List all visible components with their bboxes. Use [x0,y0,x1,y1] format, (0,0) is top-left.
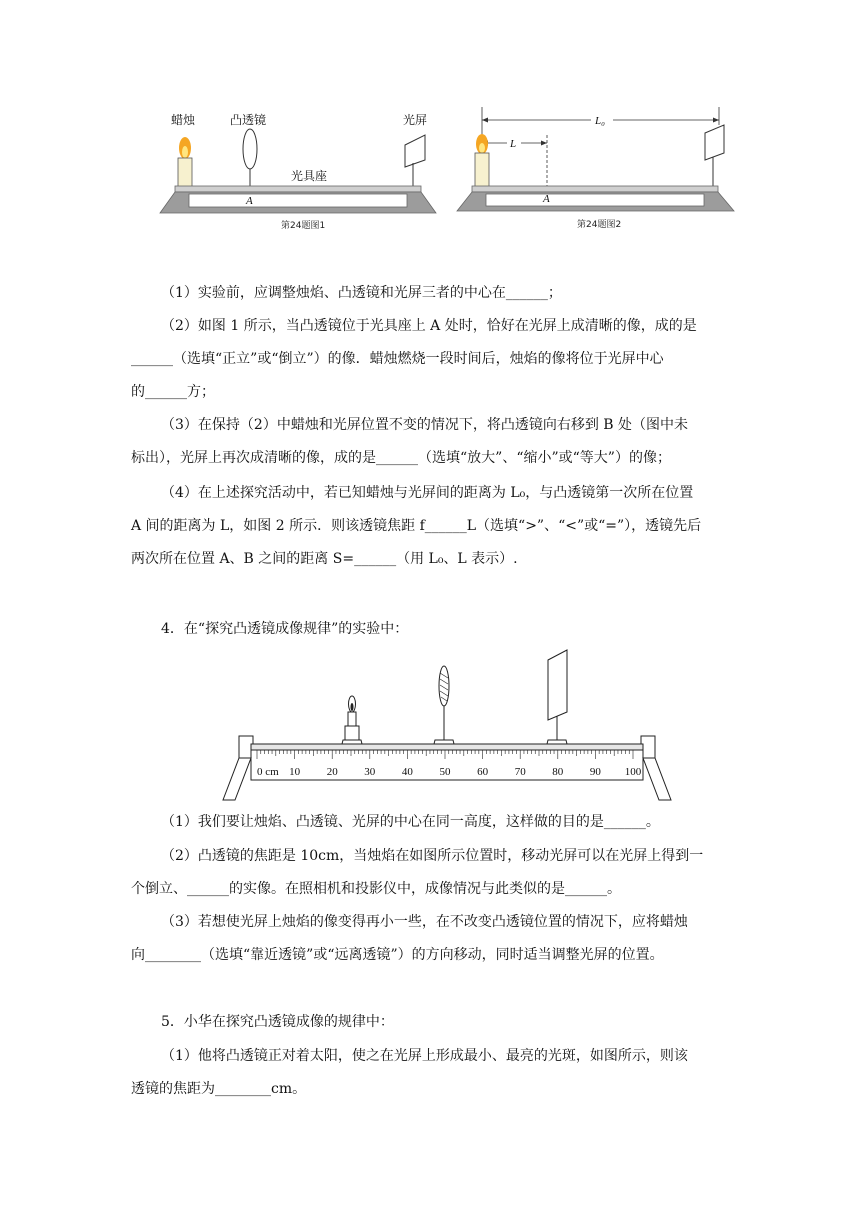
screen-label: 光屏 [403,113,428,127]
candle-flame-icon [179,137,191,159]
bench-rail [175,186,421,192]
candle-flame-icon [476,134,488,154]
q4-title: 4．在“探究凸透镜成像规律”的实验中： [161,621,409,637]
light-screen [548,650,567,720]
ruler-tick-label: 40 [401,766,413,778]
ruler-tick-label: 0 cm [257,766,279,778]
bench-rail [251,744,643,750]
q5-title: 5．小华在探究凸透镜成像的规律中： [161,1014,394,1030]
ruler-tick-label: 100 [624,766,642,778]
light-screen [705,125,724,160]
q3-part2-line1: （2）如图 1 所示，当凸透镜位于光具座上 A 处时，恰好在光屏上成清晰的像，成的是 [161,318,697,334]
candle-flame-icon [349,696,356,712]
q3-part3-line2: 标出），光屏上再次成清晰的像，成的是______（选填“放大”、“缩小”或“等大”）的像； [131,450,671,466]
candle [348,712,356,726]
figure-1-optical-bench [155,105,445,235]
candle [475,153,489,188]
ruler-tick-label: 10 [289,766,301,778]
ruler-tick-label: 50 [439,766,451,778]
position-a: A [246,195,253,207]
candle [178,158,192,188]
ruler-tick-label: 80 [552,766,564,778]
q3-part1: （1）实验前，应调整烛焰、凸透镜和光屏三者的中心在______； [161,285,562,301]
candle-label: 蜡烛 [171,113,196,127]
q3-part4-line1: （4）在上述探究活动中，若已知蜡烛与光屏间的距离为 L₀，与凸透镜第一次所在位置 [161,485,694,501]
q5-part1-line1: （1）他将凸透镜正对着太阳，使之在光屏上形成最小、最亮的光斑，如图所示，则该 [161,1048,688,1064]
left-leg [223,758,251,800]
q4-part1: （1）我们要让烛焰、凸透镜、光屏的中心在同一高度，这样做的目的是______。 [161,814,660,830]
figure-1-caption: 第24题图1 [281,221,326,231]
figure-2-caption: 第24题图2 [577,220,622,230]
q3-part4-line3: 两次所在位置 A、B 之间的距离 S=______（用 L₀、L 表示）. [131,551,518,567]
bench-label: 光具座 [291,169,328,183]
q5-part1-line2: 透镜的焦距为________cm。 [131,1081,307,1097]
figure-2-optical-bench [455,105,745,235]
q4-part2-line1: （2）凸透镜的焦距是 10cm，当烛焰在如图所示位置时，移动光屏可以在光屏上得到一 [161,848,704,864]
ruler-tick-label: 20 [326,766,338,778]
q4-part2-line2: 个倒立、______的实像。在照相机和投影仪中，成像情况与此类似的是______。 [131,881,621,897]
q4-part3-line1: （3）若想使光屏上烛焰的像变得再小一些，在不改变凸透镜位置的情况下，应将蜡烛 [161,914,688,930]
q3-part4-line2: A 间的距离为 L，如图 2 所示．则该透镜焦距 f______L（选填“>”、“<”或“=”），透镜先后 [131,518,702,534]
position-a: A [543,193,550,205]
bench-rail [472,186,718,192]
q3-part2-line2: ______（选填“正立”或“倒立”）的像．蜡烛燃烧一段时间后，烛焰的像将位于光屏中心 [131,351,664,367]
ruler-tick-label: 30 [364,766,376,778]
ruler-tick-label: 90 [589,766,601,778]
ruler-tick-label: 60 [477,766,489,778]
lens-label: 凸透镜 [230,113,267,127]
q3-part2-line3: 的______方； [131,384,215,400]
l-label: L [510,138,517,150]
convex-lens [439,666,449,706]
q4-part3-line2: 向________（选填“靠近透镜”或“远离透镜”）的方向移动，同时适当调整光屏的位置。 [131,947,664,963]
right-leg [643,758,671,800]
light-screen [405,135,425,167]
ruler-tick-label: 70 [514,766,526,778]
l0-label: L₀ [595,115,605,127]
convex-lens [243,129,257,169]
figure-ruler-bench [215,648,695,806]
q3-part3-line1: （3）在保持（2）中蜡烛和光屏位置不变的情况下，将凸透镜向右移到 B 处（图中未 [161,417,689,433]
